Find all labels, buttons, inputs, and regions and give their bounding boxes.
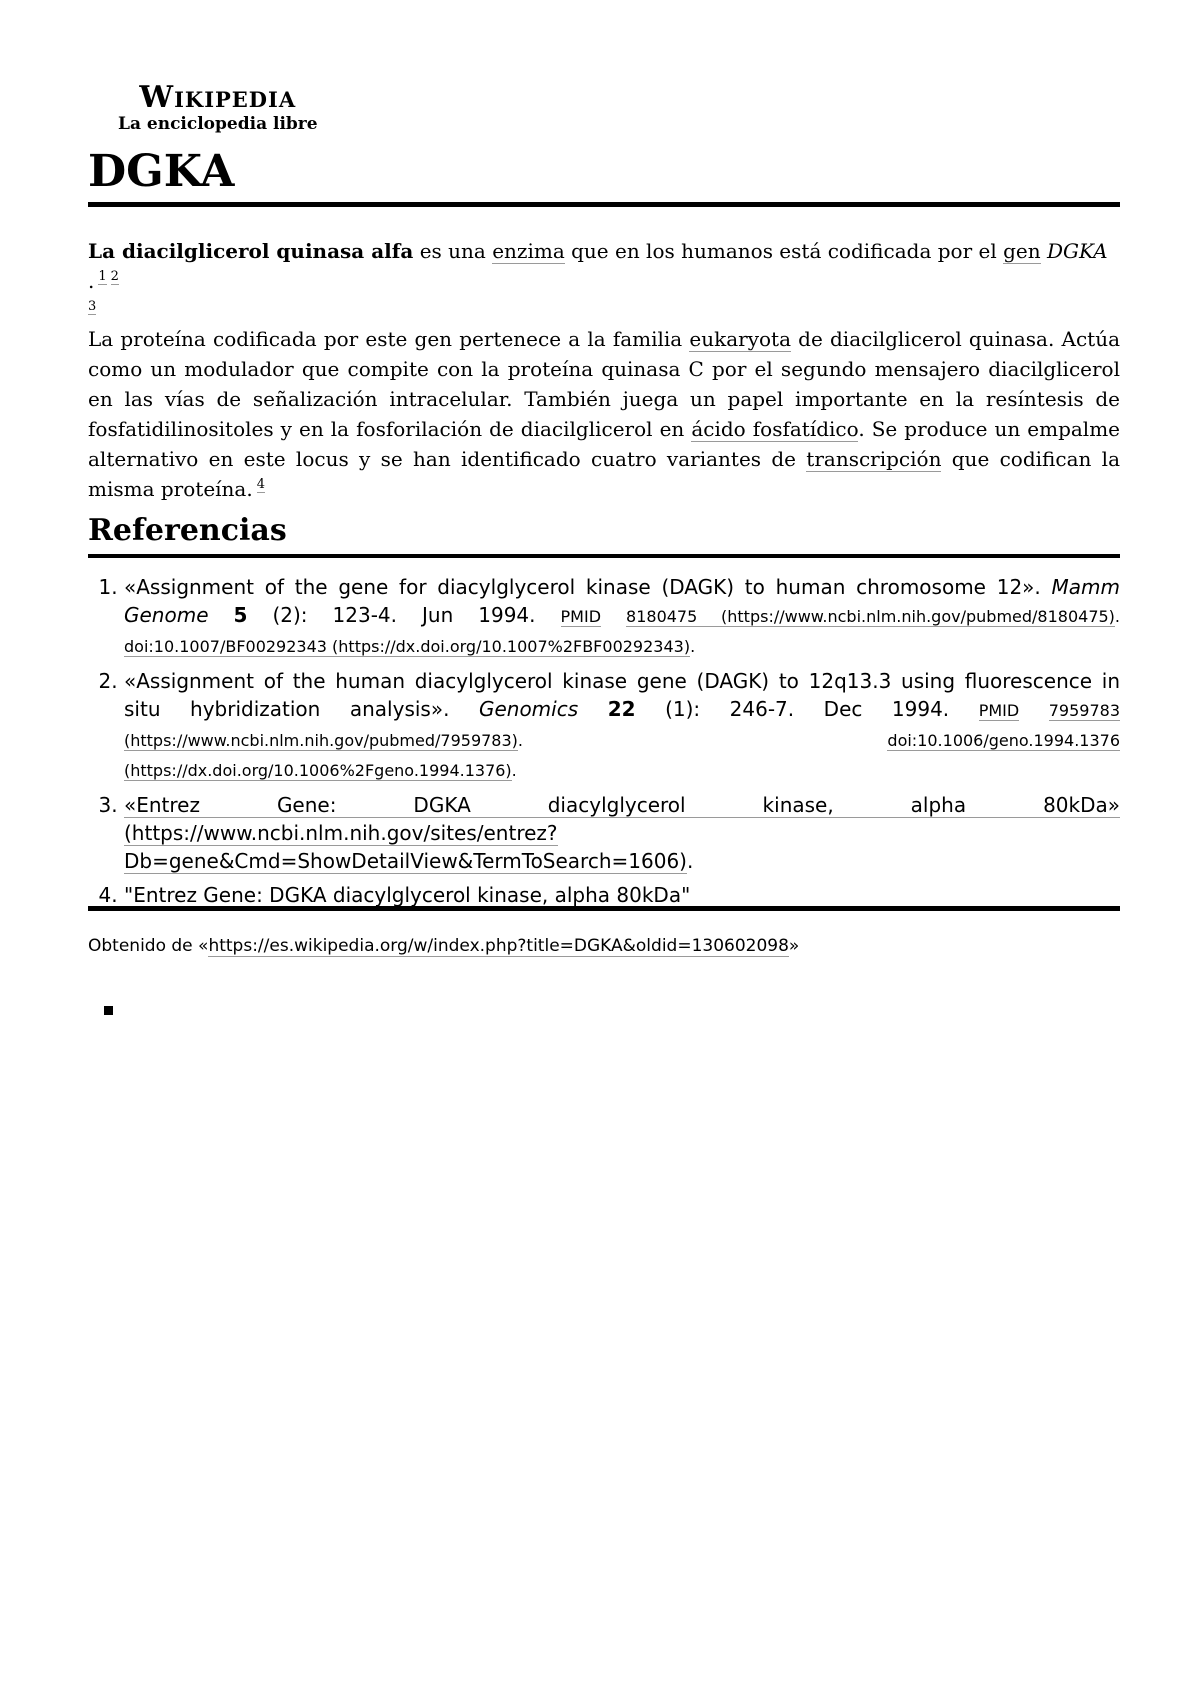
lead-text-4: . [88,269,95,293]
link-transcripcion[interactable]: transcripción [806,447,942,471]
ref3-link[interactable]: «Entrez Gene: DGKA diacylglycerol kinase, alpha 80kDa» (https://www.ncbi.nlm.nih.gov/sites/entrez?Db=gene&Cmd=ShowDetailView&TermToSearch=1606) [124,793,1120,873]
body-text-1: La proteína codificada por este gen pertenece a la familia [88,327,690,351]
ref2-pmid-link[interactable]: 7959783 (https://www.ncbi.nlm.nih.gov/pubmed/7959783) [124,701,1121,750]
ref1-title: «Assignment of the gene for diacylglycerol kinase (DAGK) to human chromosome 12». [124,575,1052,599]
page-title: DGKA [88,144,1120,207]
references-list [88,573,1120,915]
references-heading: Referencias [88,510,1120,558]
body-paragraph [88,324,1120,504]
body-text-2: de diacilglicerol quinasa. Actúa como un modulador que compite con la proteína quinasa C por el segundo mensajero diacilglicerol en las vías de señalización intracelular. También juega un papel importante en la resíntesis de fosfatidilinositoles y en la fosforilación de diacilglicerol en [88,327,1120,441]
logo-tagline: La enciclopedia libre [118,114,318,134]
ref2-pmid-label[interactable]: PMID [978,701,1020,720]
retrieved-from [88,934,1120,958]
ref2-title: «Assignment of the human diacylglycerol kinase gene (DAGK) to 12q13.3 using fluorescence in situ hybridization analysis». [124,669,1120,721]
ref2-journal: Genomics [478,697,579,721]
ref1-details: (2): 123-4. Jun 1994. [247,603,561,627]
reference-item-2: 2. «Assignment of the human diacylglycerol kinase gene (DAGK) to 12q13.3 using fluorescence in situ hybridization analysis». Genomics 22 (1): 246-7. Dec 1994. PMID 7959783 (https://www.ncbi.nlm.nih.gov/pubmed/7959783). doi:10.1006/geno.1994.1376 (https://dx.doi.org/10.1006%2Fgeno.1994.1376). [124,667,1120,785]
ref1-pmid-label[interactable]: PMID [560,607,602,626]
link-eukaryota[interactable]: eukaryota [689,327,792,351]
ref1-pmid-link[interactable]: 8180475 (https://www.ncbi.nlm.nih.gov/pubmed/8180475) [626,607,1115,626]
footer-permalink[interactable]: https://es.wikipedia.org/w/index.php?title=DGKA&oldid=130602098 [208,936,789,956]
ref-link-4[interactable]: 4 [256,477,265,492]
lead-bold-term: La diacilglicerol quinasa alfa [88,239,414,263]
ref2-doi-label[interactable]: doi [887,731,912,750]
ref-link-1[interactable]: 1 [98,269,107,284]
bullet-square-icon [104,1006,113,1015]
lead-text-2: que en los humanos está codificada por el [564,239,1004,263]
link-enzima[interactable]: enzima [492,239,565,263]
lead-paragraph [88,236,1120,326]
logo-wordmark: Wikipedia [139,80,297,115]
ref4-text: "Entrez Gene: DGKA diacylglycerol kinase, alpha 80kDa" [124,883,691,907]
link-gen[interactable]: gen [1003,239,1041,263]
reference-item-3: 3. «Entrez Gene: DGKA diacylglycerol kinase, alpha 80kDa» (https://www.ncbi.nlm.nih.gov/sites/entrez?Db=gene&Cmd=ShowDetailView&TermToSearch=1606). [124,791,1120,875]
footer-prefix: Obtenido de « [88,936,209,956]
ref-link-3[interactable]: 3 [88,299,97,314]
gene-symbol: DGKA [1046,239,1108,263]
ref1-doi-link[interactable]: :10.1007/BF00292343 (https://dx.doi.org/10.1007%2FBF00292343) [148,637,691,656]
reference-item-1: 1. «Assignment of the gene for diacylglycerol kinase (DAGK) to human chromosome 12». Mamm Genome 5 (2): 123-4. Jun 1994. PMID 8180475 (https://www.ncbi.nlm.nih.gov/pubmed/8180475). doi:10.1007/BF00292343 (https://dx.doi.org/10.1007%2FBF00292343). [124,573,1120,661]
ref1-doi-label[interactable]: doi [124,637,149,656]
ref2-doi-link[interactable]: :10.1006/geno.1994.1376 (https://dx.doi.org/10.1006%2Fgeno.1994.1376) [124,731,1120,780]
wikipedia-logo[interactable] [118,82,318,134]
lead-text-1: es una [413,239,493,263]
reference-item-4 [124,881,1120,909]
footer-suffix: » [788,936,800,956]
body-text-3: . Se produce un empalme alternativo en este locus y se han identificado cuatro variantes de [88,417,1120,471]
ref1-journal: Mamm Genome [124,575,1120,627]
ref-link-2[interactable]: 2 [110,269,119,284]
link-acido-fosfatidico[interactable]: ácido fosfatídico [691,417,859,441]
ref1-volume: 5 [233,603,248,627]
ref2-volume: 22 [607,697,636,721]
ref2-details: (1): 246-7. Dec 1994. [635,697,979,721]
body-text-4: que codifican la misma proteína. [88,447,1120,501]
footer-divider [88,906,1120,911]
